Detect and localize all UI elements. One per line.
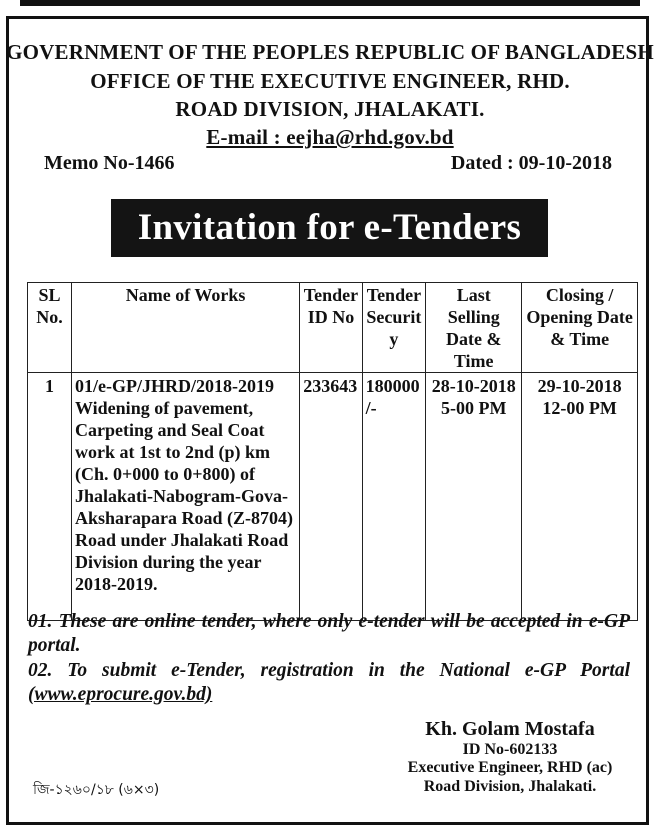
cell-last-selling: 28-10-2018 5-00 PM xyxy=(426,373,522,621)
cell-work: 01/e-GP/JHRD/2018-2019 Widening of pavement, Carpeting and Seal Coat work at 1st to 2nd (p) km (Ch. 0+000 to 0+800) of Jhalakati-Nabogram-Gova-Aksharapara Road (Z-8704) Road under Jhalakati Road Division during the year 2018-2019. xyxy=(72,373,300,621)
col-sl: SL No. xyxy=(28,283,72,373)
eprocure-link[interactable]: (www.eprocure.gov.bd) xyxy=(28,684,213,705)
signatory-id: ID No-602133 xyxy=(462,741,558,758)
memo-date: Dated : 09-10-2018 xyxy=(450,152,612,174)
note-registration-text: 02. To submit e-Tender, registration in the National e-GP Portal xyxy=(28,660,630,681)
col-closing: Closing / Opening Date & Time xyxy=(522,283,638,373)
cell-tender-id: 233643 xyxy=(300,373,362,621)
top-rule xyxy=(20,0,640,6)
note-registration xyxy=(28,659,630,707)
signatory-office: Road Division, Jhalakati. xyxy=(423,778,597,795)
col-work: Name of Works xyxy=(72,283,300,373)
note-online-tender: 01. These are online tender, where only e-tender will be accepted in e-GP portal. xyxy=(28,611,630,656)
memo-number: Memo No-1466 xyxy=(44,152,175,174)
table-row xyxy=(28,373,638,621)
cell-sl: 1 xyxy=(28,373,72,621)
header-email: E-mail : eejha@rhd.gov.bd xyxy=(206,125,454,149)
cell-closing: 29-10-2018 12-00 PM xyxy=(522,373,638,621)
header-office: OFFICE OF THE EXECUTIVE ENGINEER, RHD. xyxy=(90,69,570,93)
table-header-row xyxy=(28,283,638,373)
col-tender-id: Tender ID No xyxy=(300,283,362,373)
header-division: ROAD DIVISION, JHALAKATI. xyxy=(175,97,485,121)
signatory-designation: Executive Engineer, RHD (ac) xyxy=(407,759,613,776)
cell-security: 180000 /- xyxy=(362,373,425,621)
col-last-selling: Last Selling Date & Time xyxy=(426,283,522,373)
col-security: Tender Securit y xyxy=(362,283,425,373)
signatory-name: Kh. Golam Mostafa xyxy=(425,718,595,740)
page-title: Invitation for e-Tenders xyxy=(111,199,548,257)
tender-table xyxy=(27,282,638,621)
reference-code: জি-১২৬০/১৮ (৬×৩) xyxy=(33,782,160,798)
header-government: GOVERNMENT OF THE PEOPLES REPUBLIC OF BANGLADESH xyxy=(6,40,654,64)
